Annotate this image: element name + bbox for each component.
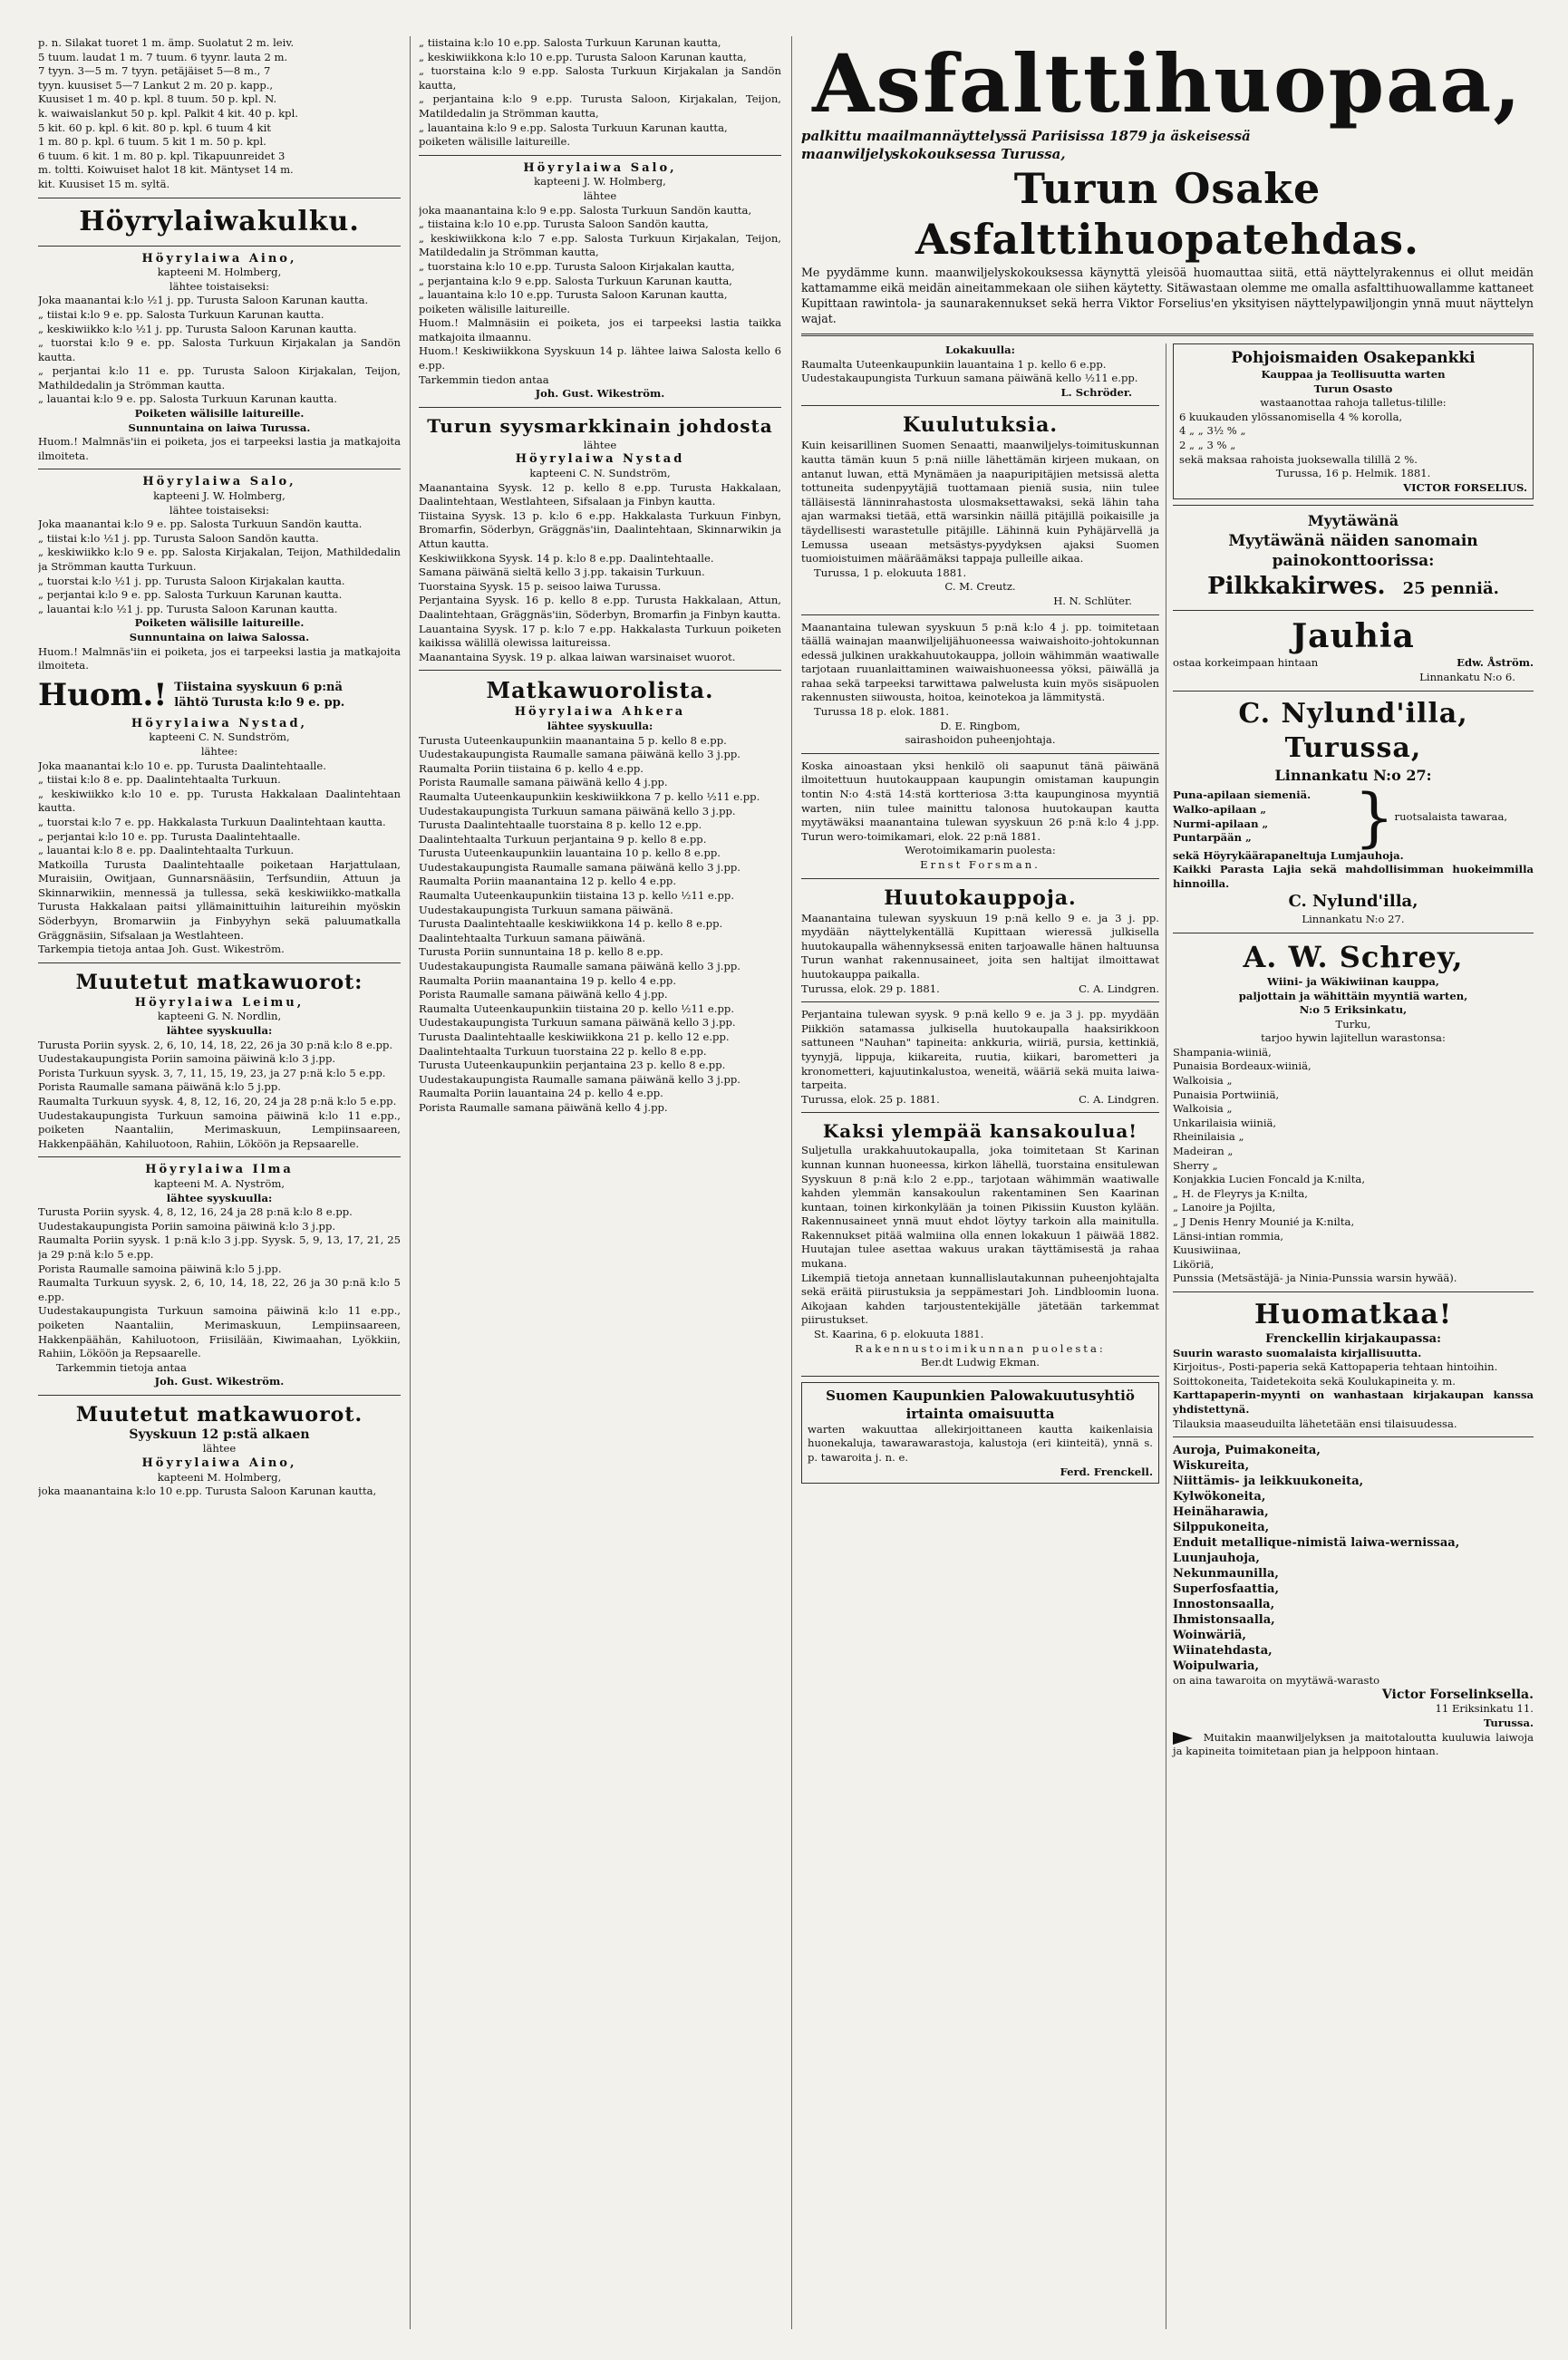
schedule-line: Uudestakaupungista Raumalle samana päiwänä kello 3 j.pp. [419,860,740,874]
schedule-line: Daalintehtaalta Turkuun samana päiwänä. [419,931,646,944]
schedule-list [419,36,781,135]
signature: Joh. Gust. Wikeström. [535,387,665,401]
price-line: Kuusiset 1 m. 40 p. kpl. 8 tuum. 50 p. kpl. N. [38,92,277,106]
item-line: Shampania-wiiniä, [1173,1045,1272,1059]
ad-subtitle: palkittu maailmannäyttelyssä Pariisissa 1879 ja äskeisessä [801,128,1251,144]
price-line: m. toltti. Koiwuiset halot 18 kit. Mäntyset 14 m. [38,163,294,177]
signature: H. N. Schlüter. [1053,594,1132,607]
notice-text: Kuin keisarillinen Suomen Senaatti, maanwiljelys-toimituskunnan kautta tämän kuun 5 p:nä niille lähettämän kirjeen mukaan, on antanut luwan, että Mynämäen ja naapuripitäjien metsissä aletta tottuneita sudenpyytäjiä tuottamaan pieniä susia, niin tulee tälläisestä länninrahastosta ulosmaksettawaksi, sekä lähin taha ajan warmaksi tietää, että warsinkin näillä pitäjillä poikaisille ja täydellisesti warastetulle pitäjille. Lähinnä kuin Pyhäjärvellä ja Lemussa useaan metsästys-pyydyksen ajaksi Suomen tuomioistuimen määräämäksi tappaja pulleille aikaa. [801,439,1159,566]
signature: Edw. Åström. [1457,656,1534,670]
schedule-list [419,204,781,303]
signature: Joh. Gust. Wikeström. [154,1375,285,1388]
schedule-line: Keskiwiikkona Syysk. 14 p. k:lo 8 e.pp. Daalintehtaalle. [419,551,714,565]
brace-label: ruotsalaista tawaraa, [1394,809,1508,823]
company-name: Turun Osake Asfalttihuopatehdas. [915,164,1419,264]
schedule-line: „ perjantai k:lo 10 e. pp. Turusta Daalintehtaalle. [38,829,301,843]
schedule-line: Turusta Uuteenkaupunkiin maanantaina 5 p. kello 8 e.pp. [419,733,727,747]
ad-body: Muitakin maanwiljelyksen ja maitotaloutta kuuluwia laiwoja ja kapineita toimitetaan pian ja helppoon hintaan. [1173,1730,1534,1758]
departs: lähtee syyskuulla: [547,719,653,732]
ad-subtitle: maanwiljelyskokouksessa Turussa, [801,146,1066,162]
schedule-line: Uudestakaupungista Turkuun samoina päiwinä k:lo 11 e.pp., poiketen Naantaliin, Merimaskuun, Lempiinsaareen, Hakkenpäähän, Kahiluotoon, Rahiin, Lököön ja Repsaarelle. [38,1108,401,1150]
column-divider [410,36,411,2329]
section-heading: Matkawuorolista. [486,677,714,704]
schedule-list [419,481,781,665]
item-price: 25 penniä. [1402,579,1499,599]
schedule-line: „ keskiwiikko k:lo ½1 j. pp. Turusta Saloon Karunan kautta. [38,322,357,335]
item-line: Silppukoneita, [1173,1521,1270,1535]
item-line: „ Lanoire ja Pojilta, [1173,1201,1276,1214]
rate-line: 6 kuukauden ylössanomisella 4 % korolla, [1179,410,1403,423]
subheading: Turun Osasto [1313,382,1393,395]
subheading: Wiini- ja Wäkiwiinan kauppa, [1267,974,1439,988]
captain: kapteeni C. N. Sundström, [529,467,671,480]
schedule-line: „ lauantai k:lo 9 e. pp. Salosta Turkuun Karunan kautta. [38,392,337,406]
schedule-line: Raumalta Uuteenkaupunkiin lauantaina 1 p. kello 6 e.pp. [801,357,1107,371]
subheading: Kauppaa ja Teollisuutta warten [1261,368,1446,381]
item-list [1173,1046,1534,1286]
notice-date: Turussa 18 p. elok. 1881. [814,705,950,719]
subheading: Syyskuun 12 p:stä alkaen [129,1427,310,1442]
schedule-line: Porista Raumalle samana päiwänä kello 4 j.pp. [419,776,668,789]
note: Sunnuntaina on laiwa Turussa. [128,421,311,434]
schedule-line: Raumalta Turkuun syysk. 4, 8, 12, 16, 20, 24 ja 28 p:nä k:lo 5 e.pp. [38,1095,397,1107]
notice-date: Turussa, elok. 29 p. 1881. [801,982,940,995]
schedule-line: „ perjantaina k:lo 9 e.pp. Salosta Turkuun Karunan kautta, [419,274,732,287]
ad-body: Kirjoitus-, Posti-paperia sekä Kattopaperia tehtaan hintoihin. [1173,1360,1498,1374]
price-line: k. waiwaislankut 50 p. kpl. Palkit 4 kit. 40 p. kpl. [38,106,298,120]
schedule-line: „ lauantai k:lo 8 e. pp. Daalintehtaalta Turkuun. [38,844,295,857]
captain: kapteeni J. W. Holmberg, [153,489,286,503]
schedule-line: Joka maanantai k:lo 10 e. pp. Turusta Daalintehtaalle. [38,759,326,772]
item-line: Madeiran „ [1173,1145,1234,1158]
item-line: Walkoisia „ [1173,1102,1233,1116]
ship-name: Höyrylaiwa Ahkera [514,705,686,720]
huom-big: Huom.! [38,676,168,713]
schedule-line: Joka maanantai k:lo 9 e. pp. Salosta Turkuun Sandön kautta. [38,517,363,531]
notice-text: Suljetulla urakkahuutokaupalla, joka toimitetaan St Karinan kunnan kunnan huoneessa, kirkon lähellä, tuorstaina ensitulewan Syyskuun 8 p:nä k:lo 2 e.pp., tarjotaan wähimmän waatiwalle kahden ylemmän kansakoulun rakentaminen Sen Kaarinan kuntaan, toinen kirkonkylään ja toinen Pikissiin Kuuston kylään. Rakennusaineet ynnä muut ehdot löytyy tarkoin alla mainitulla. Rakennukset pitää walmiina olla ennen lokakuun 1 päiwää 1882. Huutajan tulee asettaa wakuus urakan täyttämisestä ja rahaa mukana. [801,1144,1159,1271]
huom-notice [38,677,401,713]
schedule-line: Uudestakaupungista Raumalle samana päiwänä kello 3 j.pp. [419,748,740,761]
signature: Werotoimikamarin puolesta: [905,844,1056,857]
schedule-line: „ keskiwiikkona k:lo 10 e.pp. Turusta Saloon Karunan kautta, [419,50,747,63]
price-line: 5 kit. 60 p. kpl. 6 kit. 80 p. kpl. 6 tuum 4 kit [38,121,271,134]
item-line: Unkarilaisia wiiniä, [1173,1116,1277,1129]
schedule-line: Raumalta Poriin maanantaina 19 p. kello 4 e.pp. [419,973,677,987]
schedule-line: „ lauantaina k:lo 9 e.pp. Salosta Turkuun Karunan kautta, [419,121,728,134]
ad-body: Soittokoneita, Taidetekoita sekä Koulukapineita y. m. [1173,1374,1456,1388]
section-heading: A. W. Schrey, [1243,939,1464,974]
section-heading: Suomen Kaupunkien Palowakuutusyhtiö irtainta omaisuutta [826,1387,1135,1422]
lower-section [801,343,1534,2329]
captain: kapteeni M. Holmberg, [157,1470,282,1484]
schedule-line: „ keskiwiikkona k:lo 7 e.pp. Salosta Turkuun Kirjakalan, Teijon, Matildedalin ja Strömman kautta, [419,231,781,259]
schedule-line: Turusta Daalintehtaalle tuorstaina 8 p. kello 12 e.pp. [419,818,702,832]
body-text: Matkoilla Turusta Daalintehtaalle poiketaan Harjattulaan, Muraisiin, Owitjaan, Gunnarsnääsiin, Terfsundiin, Attuun ja Skinnarwikiin, mennessä ja tullessa, sekä keskiwiikko-matkalla Turusta Hakkalaan paitsi yllämainittuihin laitureihin myöskin Söderbyyn, Bromarwiin ja Finbyyhyn sekä paluumatkalla Gräggnäsiin, Sifsalaan ja Westlahteen. [38,857,401,942]
signature: Ferd. Frenckell. [1060,1465,1153,1478]
section-heading: Huutokauppoja. [884,885,1077,910]
schedule-line: Maanantaina Syysk. 19 p. alkaa laiwan warsinaiset wuorot. [419,650,736,663]
rate-line: 4 „ „ 3½ % „ [1179,424,1246,438]
subheading: Linnankatu N:o 27: [1274,766,1432,784]
item-line: Liköriä, [1173,1257,1215,1271]
notice-text: Perjantaina tulewan syysk. 9 p:nä kello 9 e. ja 3 j. pp. myydään Piikkiön satamassa julkisella huutokaupalla haaksirikkoon sattuneen "Nauhan" tapineita: ankkuria, wiiriä, pursia, kettinkiä, tyynyjä, lippuja, kiikareita, ruutia, kiikari, barometteri ja kronometteri, kajuutinkalustoa, weneitä, wääriä sekä muita laiwa-tarpeita. [801,1008,1159,1092]
note: poiketen wälisille laitureille. [419,302,571,315]
departs: lähtee: [200,744,238,758]
captain: kapteeni M. A. Nyström, [153,1176,286,1190]
departs: lähtee [202,1442,237,1456]
section-heading: C. Nylund'illa, Turussa, [1238,697,1468,764]
signature: Tarkemmin tietoja antaa [56,1360,187,1374]
schedule-line: „ perjantai k:lo 11 e. pp. Turusta Saloon Kirjakalan, Teijon, Mathildedalin ja Strömman kautta. [38,364,401,392]
schedule-line: Turusta Poriin sunnuntaina 18 p. kello 8 e.pp. [419,945,663,959]
schedule-list [801,358,1159,386]
schedule-line: Raumalta Poriin syysk. 1 p:nä k:lo 3 j.pp. Syysk. 5, 9, 13, 17, 21, 25 ja 29 p:nä k:lo 5 e.pp. [38,1233,401,1261]
item-line: Sherry „ [1173,1158,1218,1172]
price-line: kit. Kuusiset 15 m. syltä. [38,177,170,190]
schedule-list [38,759,401,858]
subheading: paljottain ja wähittäin myyntiä warten, [1238,989,1468,1002]
address: 11 Eriksinkatu 11. [1435,1702,1534,1716]
schedule-line: Lauantaina Syysk. 17 p. k:lo 7 e.pp. Hakkalasta Turkuun poiketen kaikissa wälillä olewissa laitureissa. [419,622,781,650]
notice-text: Koska ainoastaan yksi henkilö oli saapunut tänä päiwänä ilmoitettuun huutokauppaan kaupungin omistaman kaupungin tontin N:o 4:stä 14:stä kortteriosa 3:tta kaupunginosa myyntiä warten, niin tulee mainittu talonosa huutokaupan kautta myytäwäksi maanantaina tulewan syyskuun 26 p:nä k:lo 4 j.pp. Turun wero-toimikamari, elok. 22 p:nä 1881. [801,759,1159,843]
schedule-line: Porista Raumalle samana päiwänä k:lo 5 j.pp. [38,1080,281,1094]
column-2 [419,36,781,2329]
address: Linnankatu N:o 6. [1419,670,1515,683]
ad-body: Me pyydämme kunn. maanwiljelyskokouksessa käynyttä yleisöä huomauttaa siitä, että näyttelyrakennus ei ollut meidän kattamamme eikä meidän aineitammekaan ole siihen käytetty. Sitäwastaan olemme me omalla asfalttihuowallamme kattaneet Kupittaan rawintola- ja saunarakennukset sekä herra Viktor Forselius'en yksityisen näyttelypawiljongin ynnä muut näyttelyn wajat. [801,266,1534,325]
item-line: Rheinilaisia „ [1173,1130,1244,1144]
schedule-list [38,1205,401,1361]
item-line: Kuusiwiinaa, [1173,1243,1242,1257]
item-line: Länsi-intian rommia, [1173,1229,1284,1243]
bank-ad [1173,343,1534,499]
signature: Victor Forselinksella. [1381,1687,1534,1702]
schedule-line: Raumalta Poriin tiistaina 6 p. kello 4 e.pp. [419,761,644,775]
captain: kapteeni G. N. Nordlin, [157,1010,282,1023]
item-list [1173,1443,1534,1674]
price-line: 7 tyyn. 3—5 m. 7 tyyn. petäjäiset 5—8 m., 7 [38,64,271,78]
item-name: Pilkkakirwes. [1207,573,1386,601]
departs: lähtee [583,189,617,202]
ad-body: ostaa korkeimpaan hintaan [1173,656,1319,670]
signature: sairashoidon puheenjohtaja. [905,733,1056,747]
section-heading: Turun syysmarkkinain johdosta [427,414,773,437]
schedule-list [38,294,401,407]
timber-prices [38,36,401,192]
city: Turussa. [1483,1716,1534,1729]
section-heading: Muutetut matkawuorot: [75,970,363,994]
schedule-line: Turusta Uuteenkaupunkiin perjantaina 23 p. kello 8 e.pp. [419,1059,726,1072]
schedule-line: Turusta Uuteenkaupunkiin lauantaina 10 p. kello 8 e.pp. [419,846,721,860]
section-heading: Myytäwänä [1307,512,1399,530]
schedule-line: Uudestakaupungista Turkuun samana päiwänä kello ½11 e.pp. [801,372,1138,385]
item-list [1173,788,1354,845]
item-line: Puntarpään „ [1173,831,1252,845]
schedule-line: „ tiistai k:lo 9 e. pp. Salosta Turkuun Karunan kautta. [38,307,324,321]
price-line: 1 m. 80 p. kpl. 6 tuum. 5 kit 1 m. 50 p. kpl. [38,135,266,149]
section-heading: Lokakuulla: [945,343,1015,356]
rate-line: sekä maksaa rahoista juoksewalla tilillä 2 %. [1179,452,1418,466]
section-heading: Höyrylaiwakulku. [79,205,360,237]
note: Poiketen wälisille laitureille. [134,407,305,421]
notice-text: Likempiä tietoja annetaan kunnallislautakunnan puheenjohtajalta sekä eräitä piirustuksia ja seppämestari Joh. Lindbloomin luona. Aikojaan kahden tarjoustentekijälle jätetään tarkemmat piirustukset. [801,1271,1159,1327]
notice-date: St. Kaarina, 6 p. elokuuta 1881. [814,1328,984,1341]
schedule-line: Uudestakaupungista Poriin samoina päiwinä k:lo 3 j.pp. [38,1219,336,1233]
item-line: Ihmistonsaalla, [1173,1613,1275,1628]
ship-name: Höyrylaiwa Nystad, [131,716,308,730]
notice-text: warten wakuuttaa allekirjoittaneen kautta kaikenlaisia huonekaluja, tawarawarastoja, kalustoja (eri kiinteitä), ynnä s. p. tawaroita j. n. e. [808,1422,1153,1464]
item-line: Wiinatehdasta, [1173,1644,1273,1659]
item-line: Walkoisia „ [1173,1074,1233,1088]
signature: Ernst Forsman. [920,858,1040,871]
schedule-line: Uudestakaupungista Turkuun samoina päiwinä k:lo 11 e.pp., poiketen Naantaliin, Merimaskuun, Lempiinsaareen, Hakkenpäähän, Kahiluotoon, Friisilään, Kiwimaahan, Lyökkiin, Rahiin, Lököön ja Repsaarelle. [38,1304,401,1360]
schedule-line: „ tiistaina k:lo 10 e.pp. Turusta Saloon Sandön kautta, [419,218,709,231]
schedule-line: „ lauantai k:lo ½1 j. pp. Turusta Saloon Karunan kautta. [38,602,338,615]
schedule-line: Turusta Poriin syysk. 4, 8, 12, 16, 24 ja 28 p:nä k:lo 8 e.pp. [38,1205,353,1219]
schedule-line: „ tuorstai k:lo 9 e. pp. Salosta Turkuun Kirjakalan ja Sandön kautta. [38,336,401,363]
schedule-line: Porista Raumalle samoina päiwinä k:lo 5 j.pp. [38,1262,282,1275]
item-line: Punssia (Metsästäjä- ja Ninia-Punssia warsin hywää). [1173,1272,1457,1285]
schedule-line: Raumalta Uuteenkaupunkiin tiistaina 13 p. kello ½11 e.pp. [419,889,734,903]
ship-name: Höyrylaiwa Salo, [142,475,296,489]
subheading: painokonttoorissa: [1272,552,1435,571]
departs: lähtee syyskuulla: [166,1024,273,1038]
note: Huom.! Malmnäsiin ei poiketa, jos ei tarpeeksi lastia taikka matkajoita ilmaannu. [419,316,781,343]
ad-body: Kaikki Parasta Lajia sekä mahdollisimman huokeimmilla hinnoilla. [1173,863,1534,890]
item-line: Innostonsaalla, [1173,1598,1275,1612]
schedule-line: „ keskiwiikko k:lo 9 e. pp. Salosta Kirjakalan, Teijon, Mathildedalin ja Strömman kautta Turkuun. [38,546,401,573]
signature: Ber.dt Ludwig Ekman. [921,1356,1040,1369]
item-line: Auroja, Puimakoneita, [1173,1444,1321,1458]
captain: kapteeni J. W. Holmberg, [534,175,666,189]
schedule-line: „ tuorstaina k:lo 9 e.pp. Salosta Turkuun Kirjakalan ja Sandön kautta, [419,64,781,92]
pointing-hand-icon [1173,1732,1193,1745]
schedule-line: Raumalta Uuteenkaupunkiin keskiwiikkona 7 p. kello ½11 e.pp. [419,789,760,803]
item-line: Punaisia Bordeaux-wiiniä, [1173,1059,1312,1073]
schedule-list [419,734,781,1116]
item-line: Wiskureita, [1173,1459,1250,1474]
schedule-line: Maanantaina Syysk. 12 p. kello 8 e.pp. Turusta Hakkalaan, Daalintehtaan, Westlahteen, Sifsalaan ja Finbyn kautta. [419,480,781,508]
schedule-line: Perjantaina Syysk. 16 p. kello 8 e.pp. Turusta Hakkalaan, Attun, Daalintehtaan, Gräggnäs'iin, Söderbyn, Bromarfin ja Finbyn kautta. [419,594,781,621]
schedule-line: „ perjantai k:lo 9 e. pp. Salosta Turkuun Karunan kautta. [38,588,343,602]
signature: C. A. Lindgren. [1079,982,1159,995]
insurance-ad [801,1382,1159,1484]
schedule-line: Raumalta Poriin lauantaina 24 p. kello 4 e.pp. [419,1087,663,1100]
schedule-line: Uudestakaupungista Turkuun samana päiwänä kello 3 j.pp. [419,1016,736,1030]
column-3 [801,36,1534,2329]
schedule-line: „ tiistaina k:lo 10 e.pp. Salosta Turkuun Karunan kautta, [419,36,721,49]
lower-left-column [801,343,1159,1484]
schedule-line: Uudestakaupungista Poriin samoina päiwinä k:lo 3 j.pp. [38,1052,336,1066]
notice-text: Maanantaina tulewan syyskuun 19 p:nä kello 9 e. ja 3 j. pp. myydään näyttelykentällä Kupittaan wieressä julkisella huutokaupalla wähennyksessä eniten tarjoawalle hänen haltuunsa Turun wanhat rakennusaineet, joita sen haltijat ilmoittawat huutokauppa paikalla. [801,911,1159,981]
ad-body: on aina tawaroita on myytäwä-warasto [1173,1674,1380,1688]
schedule-line: Porista Raumalle samana päiwänä kello 4 j.pp. [419,988,668,1001]
signature: C. Nylund'illa, [1288,892,1418,912]
schedule-line: Uudestakaupungista Raumalle samana päiwänä kello 3 j.pp. [419,1072,740,1086]
note: Huom.! Malmnäs'iin ei poiketa, jos ei tarpeeksi lastia ja matkajoita ilmoiteta. [38,644,401,672]
section-heading: Kuulutuksia. [902,413,1059,438]
ad-title: Asfalttihuopaa, [812,36,1523,131]
item-line: Niittämis- ja leikkuukoneita, [1173,1475,1364,1489]
schedule-line: Porista Turkuun syysk. 3, 7, 11, 15, 19, 23, ja 27 p:nä k:lo 5 e.pp. [38,1066,386,1079]
section-heading: Kaksi ylempää kansakoulua! [822,1120,1138,1143]
schedule-line: Uudestakaupungista Turkuun samana päiwänä kello 3 j.pp. [419,804,736,817]
newspaper-page [38,36,1534,2329]
schedule-line: Daalintehtaalta Turkuun perjantaina 9 p. kello 8 e.pp. [419,832,707,846]
item-line: Woipulwaria, [1173,1659,1259,1674]
signature: C. A. Lindgren. [1079,1092,1159,1106]
signature: C. M. Creutz. [944,580,1016,594]
item-line: Walko-apilaan „ [1173,802,1267,816]
item-line: Woinwäriä, [1173,1629,1246,1643]
schedule-list [38,1039,401,1152]
item-line: Heinäharawia, [1173,1505,1269,1520]
brace-glyph: } [1354,779,1395,855]
notice-date: Turussa, elok. 25 p. 1881. [801,1092,940,1106]
schedule-line: Samana päiwänä sieltä kello 3 j.pp. takaisin Turkuun. [419,566,705,579]
ship-name: Höyrylaiwa Aino, [141,251,297,266]
item-line: Puna-apilaan siemeniä. [1173,788,1312,802]
schedule-line: Uudestakaupungista Raumalle samana päiwänä kello 3 j.pp. [419,960,740,973]
schedule-line: Raumalta Poriin maanantaina 12 p. kello 4 e.pp. [419,875,677,888]
schedule-line: Joka maanantai k:lo ½1 j. pp. Turusta Saloon Karunan kautta. [38,294,369,307]
ship-name: Höyrylaiwa Leimu, [134,995,305,1010]
ad-body: wastaanottaa rahoja talletus-tilille: [1260,396,1447,410]
signature: Rakennustoimikunnan puolesta: [855,1341,1106,1355]
section-heading: Pohjoismaiden Osakepankki [1231,349,1476,367]
ship-name: Höyrylaiwa Nystad [515,452,685,467]
schedule-line: Raumalta Turkuun syysk. 2, 6, 10, 14, 18, 22, 26 ja 30 p:nä k:lo 5 e.pp. [38,1276,401,1303]
schedule-line: „ perjantaina k:lo 9 e.pp. Turusta Saloon, Kirjakalan, Teijon, Matildedalin ja Strömman kautta, [419,92,781,120]
item-line: Nurmi-apilaan „ [1173,817,1269,830]
address: Linnankatu N:o 27. [1302,913,1405,926]
huom-text: lähtö Turusta k:lo 9 e. pp. [174,695,345,710]
ad-date: Turussa, 16 p. Helmik. 1881. [1275,467,1431,480]
schedule-line: Turusta Poriin syysk. 2, 6, 10, 14, 18, 22, 26 ja 30 p:nä k:lo 8 e.pp. [38,1038,393,1051]
city: Turku, [1335,1017,1371,1030]
price-line: p. n. Silakat tuoret 1 m. ämp. Suolatut 2 m. leiv. [38,36,295,49]
section-heading: Muutetut matkawuorot. [75,1402,363,1427]
notice-date: Turussa, 1 p. elokuuta 1881. [814,566,967,579]
subheading: N:o 5 Eriksinkatu, [1299,1003,1408,1017]
captain: kapteeni C. N. Sundström, [149,730,290,744]
schedule-line: Tuorstaina Syysk. 15 p. seisoo laiwa Turussa. [419,579,662,593]
section-heading: Huomatkaa! [1253,1298,1453,1330]
price-line: tyyn. kuusiset 5—7 Lankut 2 m. 20 p. kapp., [38,78,274,92]
section-heading: Jauhia [1292,617,1415,656]
lower-right-column [1173,343,1534,1759]
column-divider [791,36,792,2329]
subheading: Frenckellin kirjakaupassa: [1265,1331,1441,1346]
schedule-line: „ tuorstai k:lo ½1 j. pp. Turusta Saloon Kirjakalan kautta. [38,574,345,587]
ship-name: Höyrylaiwa Salo, [523,160,677,175]
ad-body: Suurin warasto suomalaista kirjallisuutta. [1173,1346,1422,1359]
schedule-line: „ tuorstaina k:lo 10 e.pp. Turusta Saloon Kirjakalan kautta, [419,259,735,273]
schedule-line: Raumalta Uuteenkaupunkiin tiistaina 20 p. kello ½11 e.pp. [419,1001,734,1015]
price-line: 6 tuum. 6 kit. 1 m. 80 p. kpl. Tikapuunreidet 3 [38,149,286,162]
schedule-line: „ lauantaina k:lo 10 e.pp. Turusta Saloon Karunan kautta, [419,288,728,302]
schedule-line: Turusta Daalintehtaalle keskiwiikkona 14 p. kello 8 e.pp. [419,917,723,931]
price-line: 5 tuum. laudat 1 m. 7 tuum. 6 tyynr. lauta 2 m. [38,50,288,63]
note: Tarkemmin tiedon antaa [419,372,549,386]
ad-body: Karttapaperin-myynti on wanhastaan kirjakaupan kanssa yhdistettynä. [1173,1388,1534,1416]
rate-line: 2 „ „ 3 % „ [1179,438,1236,451]
schedule-line: Tiistaina Syysk. 13 p. k:lo 6 e.pp. Hakkalasta Turkuun Finbyn, Bromarfin, Söderbyn, Gräggnäs'iin, Daalintehtaan, Skinnarwikin ja Attun kautta. [419,508,781,550]
note: Sunnuntaina on laiwa Salossa. [129,630,310,643]
schedule-line: Turusta Daalintehtaalle keskiwiikkona 21 p. kello 12 e.pp. [419,1030,730,1043]
notice-text: Maanantaina tulewan syyskuun 5 p:nä k:lo 4 j. pp. toimitetaan täällä wainajan maanwiljelijähuoneessa waiwaishoito-johtokunnan edessä julkinen urakkahuutokauppa, jolloin wähimmän waatiwalle tarjotaan ruuanlaittaminen waiwaishuoneessa yöksi, päiwällä ja rahaa sekä tarpeeksi tarwittawa palwelusta kuin myös sisäpuolen rakennusten siiwousta, hoitoa, keinotekoa ja lämmitystä. [801,620,1159,704]
item-line: Kylwökoneita, [1173,1490,1266,1504]
note: poiketen wälisille laitureille. [419,135,571,149]
ship-name: Höyrylaiwa Ilma [145,1163,294,1177]
note: Poiketen wälisille laitureille. [134,616,305,630]
ad-body: tarjoo hywin lajitellun warastonsa: [1261,1031,1446,1045]
item-line: „ H. de Fleyrys ja K:nilta, [1173,1186,1308,1200]
item-line: Nekunmaunilla, [1173,1567,1279,1581]
item-line: Luunjauhoja, [1173,1552,1260,1566]
schedule-list [38,517,401,616]
schedule-line: Daalintehtaalta Turkuun tuorstaina 22 p. kello 8 e.pp. [419,1044,707,1058]
signature: VICTOR FORSELIUS. [1403,480,1527,494]
schedule-line: joka maanantaina k:lo 9 e.pp. Salosta Turkuun Sandön kautta, [419,203,752,217]
item-line: Enduit metallique-nimistä laiwa-wernissaa, [1173,1536,1460,1551]
schedule-line: Porista Raumalle samana päiwänä kello 4 j.pp. [419,1100,668,1114]
schedule-line: „ tiistai k:lo ½1 j. pp. Turusta Saloon Sandön kautta. [38,531,319,545]
signature: D. E. Ringbom, [940,719,1021,732]
item-line: Konjakkia Lucien Foncald ja K:nilta, [1173,1173,1366,1186]
departs: lähtee toistaiseksi: [169,279,270,293]
departs: lähtee [583,438,617,451]
schedule-line: „ tuorstai k:lo 7 e. pp. Hakkalasta Turkuun Daalintehtaan kautta. [38,815,386,828]
ship-name: Höyrylaiwa Aino, [141,1456,297,1471]
note: Huom.! Keskiwiikkona Syyskuun 14 p. lähtee laiwa Salosta kello 6 e.pp. [419,344,781,372]
subheading: Myytäwänä näiden sanomain [1228,532,1478,551]
signature: L. Schröder. [1060,385,1132,399]
captain: kapteeni M. Holmberg, [157,266,282,279]
huom-text: Tiistaina syyskuun 6 p:nä [174,680,343,694]
signature: Tarkempia tietoja antaa Joh. Gust. Wikeström. [38,943,285,956]
column-1 [38,36,401,2329]
item-line: „ J Denis Henry Mounié ja K:nilta, [1173,1215,1355,1228]
item-line: Punaisia Portwiiniä, [1173,1088,1280,1101]
schedule-line: „ tiistai k:lo 8 e. pp. Daalintehtaalta Turkuun. [38,773,281,787]
schedule-line: Uudestakaupungista Turkuun samana päiwänä. [419,903,673,916]
schedule-line: „ keskiwiikko k:lo 10 e. pp. Turusta Hakkalaan Daalintehtaan kautta. [38,787,401,815]
ad-body: sekä Höyrykäärapaneltuja Lumjauhoja. [1173,848,1404,862]
schedule-line: joka maanantaina k:lo 10 e.pp. Turusta Saloon Karunan kautta, [38,1485,377,1498]
departs: lähtee toistaiseksi: [169,503,270,517]
item-line: Superfosfaattia, [1173,1582,1279,1597]
ad-body: Tilauksia maaseuduilta lähetetään ensi tilaisuudessa. [1173,1417,1457,1430]
departs: lähtee syyskuulla: [166,1191,273,1204]
note: Huom.! Malmnäs'iin ei poiketa, jos ei tarpeeksi lastia ja matkajoita ilmoiteta. [38,435,401,462]
